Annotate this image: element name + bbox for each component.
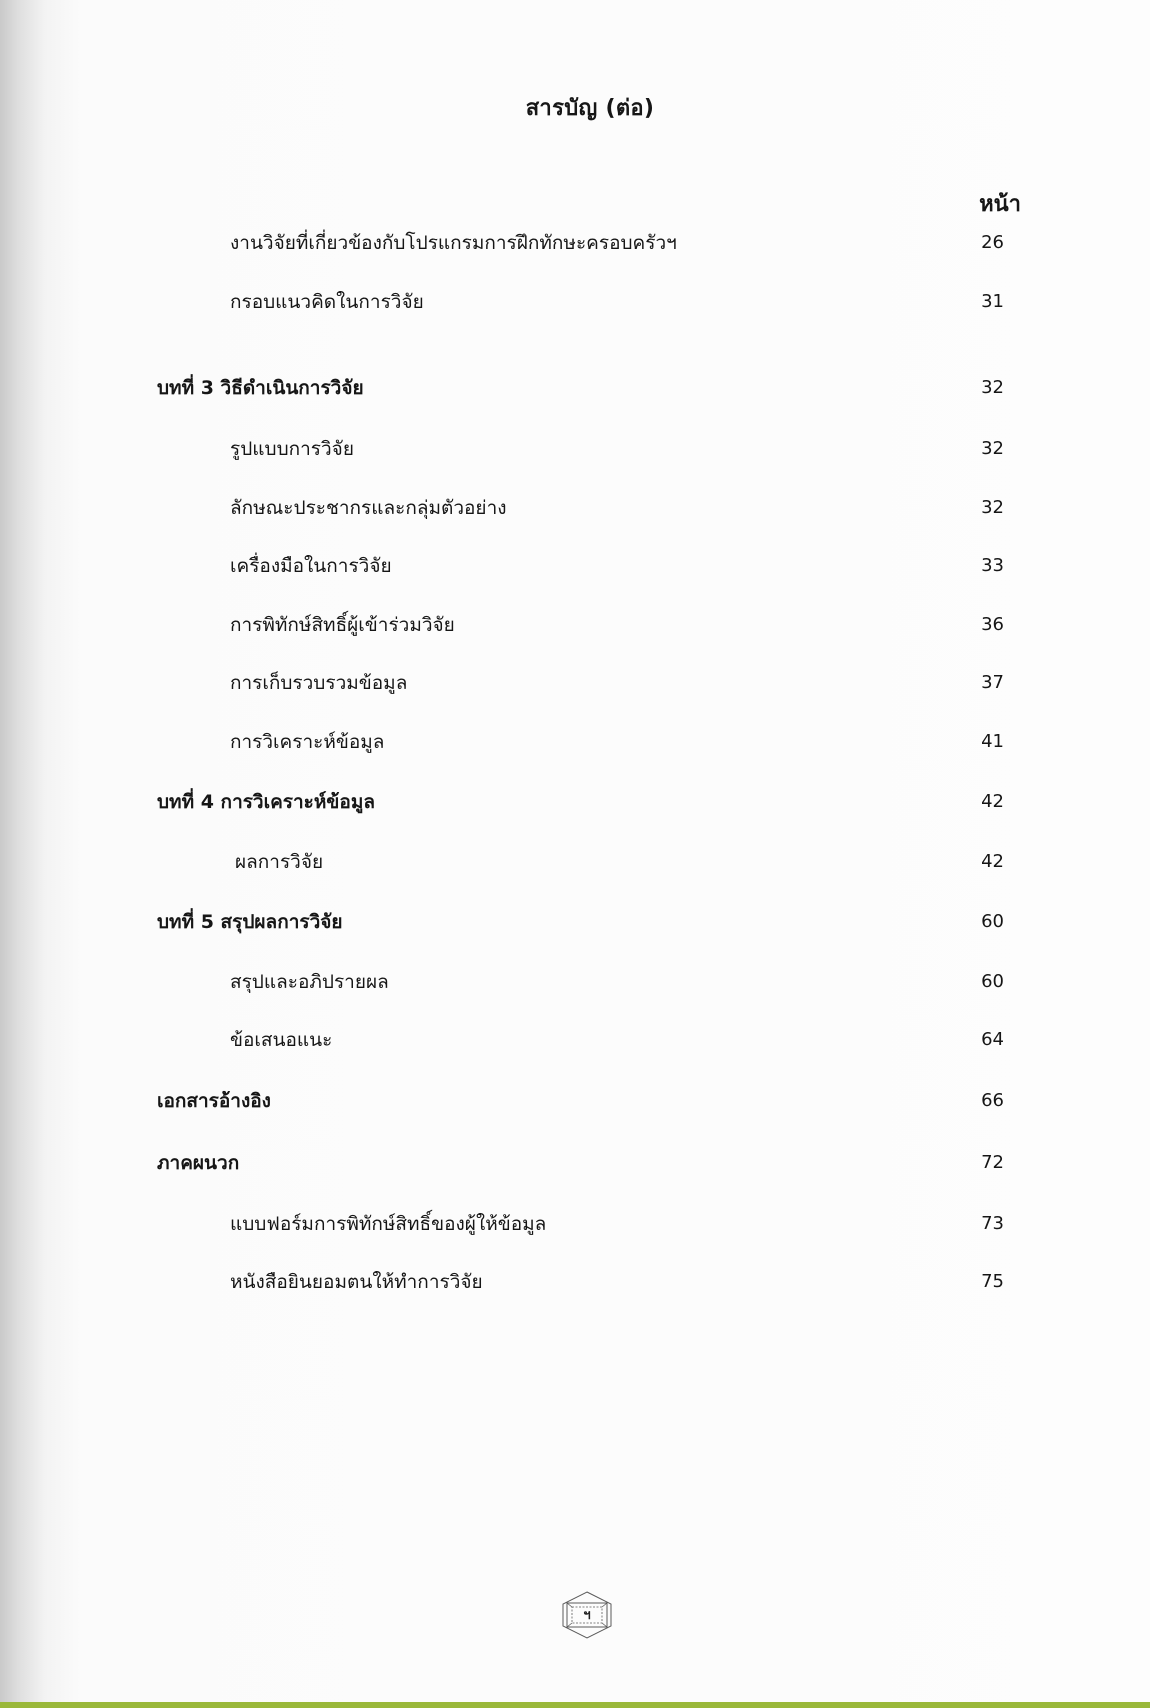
page-marker-text: ฯ (583, 1608, 591, 1623)
toc-chapter-entry (0, 785, 1150, 819)
toc-entry-label: รูปแบบการวิจัย (230, 438, 354, 460)
toc-entry-label: บทที่ 5 สรุปผลการวิจัย (157, 911, 343, 933)
toc-chapter-entry (0, 1084, 1150, 1118)
toc-entry-page: 66 (981, 1090, 1004, 1111)
toc-entry-label: บทที่ 3 วิธีดำเนินการวิจัย (157, 377, 364, 399)
toc-entry (0, 965, 1150, 999)
toc-entry-page: 60 (981, 911, 1004, 932)
toc-entry-label: แบบฟอร์มการพิทักษ์สิทธิ์ของผู้ให้ข้อมูล (230, 1213, 547, 1235)
toc-entry-label: เอกสารอ้างอิง (157, 1090, 271, 1112)
toc-entry-label: ผลการวิจัย (235, 851, 324, 873)
toc-entry (0, 845, 1150, 879)
toc-entry-page: 42 (981, 791, 1004, 812)
toc-entry-page: 36 (981, 614, 1004, 635)
toc-entry (0, 1023, 1150, 1057)
toc-entry-page: 64 (981, 1029, 1004, 1050)
toc-entry-page: 37 (981, 672, 1004, 693)
toc-entry-page: 32 (981, 438, 1004, 459)
toc-entry (0, 285, 1150, 319)
toc-entry-page: 33 (981, 555, 1004, 576)
page-number-ornament (557, 1590, 617, 1640)
toc-entry (0, 1207, 1150, 1241)
toc-entry (0, 608, 1150, 642)
toc-entry-label: ภาคผนวก (157, 1152, 240, 1174)
toc-entry-page: 60 (981, 971, 1004, 992)
toc-chapter-entry (0, 371, 1150, 405)
toc-entry-label: สรุปและอภิปรายผล (230, 971, 389, 993)
toc-entry-page: 72 (981, 1152, 1004, 1173)
toc-chapter-entry (0, 1146, 1150, 1180)
toc-entry-label: เครื่องมือในการวิจัย (230, 555, 392, 577)
toc-entry-label: กรอบแนวคิดในการวิจัย (230, 291, 424, 313)
toc-chapter-entry (0, 905, 1150, 939)
toc-entry-page: 42 (981, 851, 1004, 872)
toc-entry-page: 26 (981, 232, 1004, 253)
bottom-edge-strip (0, 1702, 1150, 1708)
toc-entry-label: การพิทักษ์สิทธิ์ผู้เข้าร่วมวิจัย (230, 614, 455, 636)
toc-entry-label: ลักษณะประชากรและกลุ่มตัวอย่าง (230, 497, 507, 519)
toc-entry (0, 1265, 1150, 1299)
toc-entry (0, 432, 1150, 466)
toc-entry (0, 491, 1150, 525)
toc-entry-page: 31 (981, 291, 1004, 312)
toc-entry-label: บทที่ 4 การวิเคราะห์ข้อมูล (157, 791, 375, 813)
toc-entry-label: ข้อเสนอแนะ (230, 1029, 333, 1051)
toc-entry-label: การเก็บรวบรวมข้อมูล (230, 672, 408, 694)
toc-entry-page: 32 (981, 497, 1004, 518)
toc-entry-label: หนังสือยินยอมตนให้ทำการวิจัย (230, 1271, 483, 1293)
toc-entry-page: 32 (981, 377, 1004, 398)
toc-entry (0, 226, 1150, 260)
toc-entry (0, 549, 1150, 583)
page-title: สารบัญ (ต่อ) (525, 96, 655, 121)
toc-entry-label: การวิเคราะห์ข้อมูล (230, 731, 385, 753)
toc-entry-page: 41 (981, 731, 1004, 752)
toc-entry (0, 725, 1150, 759)
toc-entry-page: 73 (981, 1213, 1004, 1234)
toc-entry (0, 666, 1150, 700)
page-column-header: หน้า (979, 192, 1021, 217)
toc-entry-page: 75 (981, 1271, 1004, 1292)
toc-entry-label: งานวิจัยที่เกี่ยวข้องกับโปรแกรมการฝึกทักษะครอบครัวฯ (230, 232, 677, 254)
